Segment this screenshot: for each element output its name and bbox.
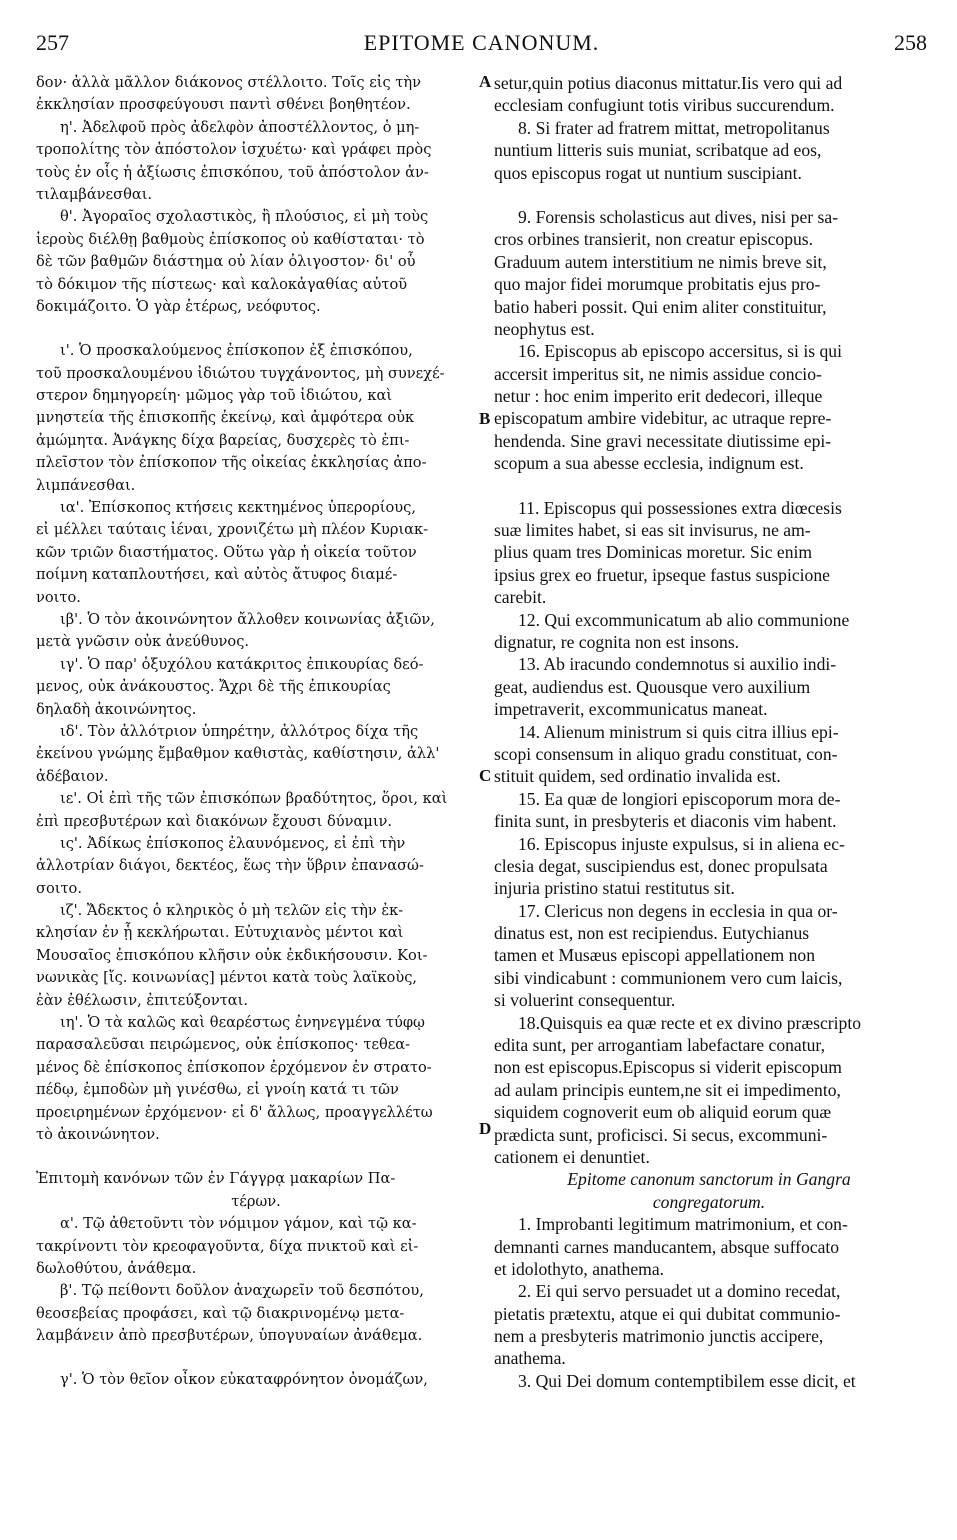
- latin-line: geat, audiendus est. Quousque vero auxilium: [494, 676, 811, 697]
- latin-line: 18.Quisquis ea quæ recte et ex divino præscripto: [518, 1012, 862, 1033]
- greek-line: ιγ'. Ὁ παρ' ὀξυχόλου κατάκριτος ἐπικουρίας δεό-: [60, 655, 424, 673]
- greek-line: ἀδέβαιον.: [36, 767, 109, 785]
- running-title: EPITOME CANONUM.: [363, 30, 600, 55]
- greek-line: μένος δὲ ἐπίσκοπος ἐπίσκοπον ἐρχόμενον ἐν στρατο-: [36, 1058, 432, 1076]
- latin-line: 3. Qui Dei domum contemptibilem esse dicit, et: [518, 1370, 856, 1391]
- latin-line: ecclesiam confugiunt totis viribus succurendum.: [494, 95, 835, 116]
- greek-line: τοῦ προσκαλουμένου ἰδιώτου τυγχάνοντος, μὴ συνεχέ-: [36, 364, 445, 382]
- latin-line: edita sunt, per arrogantiam labefactare conatur,: [494, 1035, 825, 1056]
- greek-line: νωνικὰς [ἴς. κοινωνίας] μέντοι κατὰ τοὺς λαϊκοὺς,: [36, 969, 418, 987]
- greek-line: μνηστεία τῆς ἐπισκοπῆς ἐκείνῳ, καὶ ἀμφότερα οὐκ: [36, 409, 415, 427]
- greek-line: ι'. Ὁ προσκαλούμενος ἐπίσκοπον ἐξ ἐπισκόπου,: [60, 342, 413, 360]
- greek-line: δωλοθύτου, ἀνάθεμα.: [36, 1259, 197, 1277]
- latin-line: stituit quidem, sed ordinatio invalida est.: [494, 766, 781, 787]
- greek-line: γ'. Ὁ τὸν θεῖον οἶκον εὐκαταφρόνητον ὀνομάζων,: [60, 1371, 428, 1389]
- latin-line: 16. Episcopus ab episcopo accersitus, si is qui: [518, 341, 842, 362]
- latin-line: clesia degat, suscipiendus est, donec propulsata: [494, 855, 828, 876]
- greek-line: ἱεροὺς διέλθῃ βαθμοὺς ἐπίσκοπος οὐ καθίσταται· τὸ: [36, 230, 425, 248]
- latin-line: anathema.: [494, 1348, 566, 1369]
- latin-line: demnanti carnes manducantem, absque suffocato: [494, 1236, 840, 1257]
- greek-line: ἀμώμητα. Ἀνάγκης δίχα βαρείας, δυσχερὲς τὸ ἐπι-: [36, 431, 410, 449]
- greek-line: ιβ'. Ὁ τὸν ἀκοινώνητον ἄλλοθεν κοινωνίας ἀξιῶν,: [60, 610, 435, 628]
- greek-line: ις'. Ἀδίκως ἐπίσκοπος ἐλαυνόμενος, εἰ ἐπὶ τὴν: [60, 834, 406, 852]
- greek-line: η'. Ἀδελφοῦ πρὸς ἀδελφὸν ἀποστέλλοντος, ὁ μη-: [60, 118, 420, 136]
- greek-line: ια'. Ἐπίσκοπος κτήσεις κεκτημένος ὑπερορίους,: [60, 499, 416, 517]
- greek-line: ἐπὶ πρεσβυτέρων καὶ διακόνων ἔχουσι δύναμιν.: [36, 812, 393, 830]
- greek-line: δον· ἀλλὰ μᾶλλον διάκονος στέλλοιτο. Τοῖς εἰς τὴν: [36, 74, 422, 91]
- latin-line: et idolothyto, anathema.: [494, 1258, 665, 1279]
- latin-line: cros orbines transierit, non creatur episcopus.: [494, 229, 814, 250]
- latin-line: 13. Ab iracundo condemnotus si auxilio indi-: [518, 654, 837, 675]
- latin-line: plius quam tres Dominicas moretur. Sic enim: [494, 542, 813, 563]
- latin-section-title: Epitome canonum sanctorum in Gangra: [567, 1169, 851, 1190]
- latin-line: setur,quin potius diaconus mittatur.Iis vero qui ad: [494, 73, 843, 93]
- margin-letter-d: D: [479, 1119, 492, 1138]
- latin-line: pietatis prætextu, atque ei qui dubitat communio-: [494, 1303, 841, 1324]
- greek-line: μετὰ γνῶσιν οὐκ ἀνεύθυνος.: [36, 633, 250, 651]
- greek-line: πλεῖστον τὸν ἐπίσκοπον τῆς οἰκείας ἐκκλησίας ἀπο-: [36, 454, 427, 472]
- greek-line: θεοσεβείας προφάσει, καὶ τῷ διακρινομένῳ μετα-: [36, 1304, 405, 1322]
- latin-line: siquidem cognoverit eum ob aliquid eorum quæ: [494, 1102, 832, 1123]
- greek-line: τοὺς ἐν οἷς ἡ ἀξίωσις ἐπισκόπου, τοῦ ἀπόστολον ἀν-: [36, 163, 429, 181]
- latin-line: batio haberi possit. Qui enim aliter constituitur,: [494, 296, 827, 317]
- latin-line: quos episcopus rogat ut nuntium suscipiant.: [494, 162, 802, 183]
- latin-line: 9. Forensis scholasticus aut dives, nisi per sa-: [518, 206, 839, 227]
- greek-line: πέδῳ, ἐμποδὼν μὴ γινέσθω, εἰ γνοίη κατά τι τῶν: [36, 1081, 399, 1099]
- latin-line: nem a presbyteris matrimonio junctis accipere,: [494, 1326, 824, 1347]
- greek-line: τὸ ἀκοινώνητον.: [36, 1125, 160, 1143]
- greek-line: α'. Τῷ ἀθετοῦντι τὸν νόμιμον γάμον, καὶ τῷ κα-: [60, 1215, 417, 1233]
- latin-line: dinatus est, non est recipiendus. Eutychianus: [494, 923, 810, 944]
- greek-line: τακρίνοντι τὸν κρεοφαγοῦντα, δίχα πνικτοῦ καὶ εἰ-: [36, 1237, 419, 1255]
- latin-line: suæ limites habet, si eas sit invisurus, ne am-: [494, 520, 811, 541]
- greek-line: τιλαμβάνεσθαι.: [36, 185, 153, 203]
- latin-line: episcopatum ambire videbitur, ac utraque repre-: [494, 408, 832, 429]
- latin-line: dignatur, re cognita non est insons.: [494, 631, 740, 652]
- greek-line: Μουσαῖος ἐπισκόπου κλῆσιν οὐκ ἐκδικήσουσιν. Κοι-: [36, 946, 428, 964]
- greek-line: ιη'. Ὁ τὰ καλῶς καὶ θεαρέστως ἐνηνεγμένα τύφῳ: [60, 1014, 425, 1032]
- latin-line: cationem ei denuntiet.: [494, 1146, 650, 1167]
- greek-line: παρασαλεῦσαι πειρώμενος, οὐκ ἐπίσκοπος· τεθεα-: [36, 1036, 411, 1054]
- latin-line: neophytus est.: [494, 318, 595, 339]
- greek-line: σοιτο.: [36, 879, 82, 897]
- latin-line: 11. Episcopus qui possessiones extra diœcesis: [518, 497, 842, 518]
- greek-line: λιμπάνεσθαι.: [36, 476, 136, 494]
- latin-line: accersit imperitus sit, ne nimis assidue concio-: [494, 363, 822, 384]
- latin-line: impetraverit, excommunicatus maneat.: [494, 699, 768, 720]
- latin-line: sibi vindicabunt : communionem vero cum laicis,: [494, 967, 843, 988]
- greek-line: ιδ'. Τὸν ἀλλότριον ὑπηρέτην, ἀλλότρος δίχα τῆς: [60, 722, 419, 740]
- latin-line: Graduum autem interstitium ne nimis breve sit,: [494, 251, 827, 272]
- latin-line: non est episcopus.Episcopus si viderit episcopum: [494, 1057, 842, 1078]
- greek-line: ἀλλοτρίαν διάγοι, δεκτέος, ἕως τὴν ὕβριν ἐπανασώ-: [36, 857, 424, 875]
- greek-line: δὲ τῶν βαθμῶν διάστημα οὐ λίαν ὀλιγοστον· δι' οὗ: [36, 253, 416, 271]
- margin-letter-b: B: [479, 409, 491, 428]
- greek-column: [36, 72, 476, 1392]
- greek-line: ποίμνη καταπλουτήσει, καὶ αὐτὸς ἄτυφος διαμέ-: [36, 566, 398, 584]
- greek-line: δοκιμάζοιτο. Ὁ γὰρ ἑτέρως, νεόφυτος.: [36, 297, 321, 315]
- latin-column: [494, 72, 924, 1392]
- latin-line: hendenda. Sine gravi necessitate diutissime epi-: [494, 430, 832, 451]
- page-number-left: 257: [36, 30, 69, 55]
- latin-line: nuntium litteris suis muniat, scribatque ad eos,: [494, 140, 822, 161]
- greek-line: δηλαδὴ ἀκοινώνητος.: [36, 700, 197, 718]
- greek-section-title: τέρων.: [231, 1192, 281, 1210]
- latin-line: prædicta sunt, proficisci. Si secus, excommuni-: [494, 1124, 828, 1145]
- greek-line: ιε'. Οἱ ἐπὶ τῆς τῶν ἐπισκόπων βραδύτητος, ὅροι, καὶ: [60, 790, 448, 808]
- greek-line: ιζ'. Ἄδεκτος ὁ κληρικὸς ὁ μὴ τελῶν εἰς τὴν ἐκ-: [60, 902, 404, 920]
- greek-line: νοιτο.: [36, 588, 81, 606]
- latin-line: netur : hoc enim imperito erit dedecori, illeque: [494, 386, 823, 407]
- greek-line: ἐὰν ἐθέλωσιν, ἐπιτεύξονται.: [36, 991, 248, 1009]
- latin-section-title: congregatorum.: [652, 1191, 766, 1212]
- greek-line: ἐκκλησίαν προσφεύγουσι παντὶ σθένει βοηθητέον.: [36, 96, 411, 114]
- margin-letter-a: A: [479, 72, 492, 91]
- latin-line: quo major fidei morumque probitatis ejus pro-: [494, 274, 821, 295]
- latin-line: ipsius grex eo fruetur, ipseque fastus suspicione: [494, 564, 830, 585]
- latin-line: 15. Ea quæ de longiori episcoporum mora de-: [518, 788, 841, 809]
- greek-line: προειρημένων ἐρχόμενον· εἰ δ' ἄλλως, προαγγελλέτω: [36, 1103, 433, 1121]
- latin-line: scopi consensum in aliquo gradu constituat, con-: [494, 743, 838, 764]
- greek-line: β'. Τῷ πείθοντι δοῦλον ἀναχωρεῖν τοῦ δεσπότου,: [60, 1282, 424, 1300]
- latin-line: injuria pristino statui restitutus sit.: [494, 878, 735, 899]
- greek-line: κῶν τριῶν διαστήματος. Οὕτω γὰρ ἡ οἰκεία τοῦτον: [36, 543, 417, 561]
- latin-line: si voluerint consequentur.: [494, 990, 676, 1011]
- greek-line: ἐκείνου γνώμης ἔμβαθμον καθιστὰς, καθίστησιν, ἀλλ': [36, 745, 440, 763]
- greek-line: κλησίαν ἐν ᾗ κεκλήρωται. Εὐτυχιανὸς μέντοι καὶ: [36, 924, 404, 942]
- latin-line: 8. Si frater ad fratrem mittat, metropolitanus: [518, 117, 830, 138]
- latin-line: carebit.: [494, 587, 547, 608]
- latin-line: finita sunt, in presbyteris et diaconis vim habent.: [494, 811, 837, 832]
- latin-line: 16. Episcopus injuste expulsus, si in aliena ec-: [518, 833, 845, 854]
- greek-line: λαμβάνειν ἀπὸ πρεσβυτέρων, ὑπογυναίων ἀνάθεμα.: [36, 1327, 423, 1345]
- margin-letter-c: C: [479, 766, 492, 785]
- greek-line: εἰ μέλλει ταύταις ἰέναι, χρονιζέτω μὴ πλέον Κυριακ-: [36, 521, 429, 539]
- greek-line: μενος, οὐκ ἀνάκουστος. Ἄχρι δὲ τῆς ἐπικουρίας: [36, 678, 391, 696]
- latin-line: 14. Alienum ministrum si quis citra illius epi-: [518, 721, 839, 742]
- latin-line: ad aulam principis euntem,ne sit ei impedimento,: [494, 1079, 841, 1100]
- latin-line: 12. Qui excommunicatum ab alio communione: [518, 609, 850, 630]
- greek-section-title: Ἐπιτομὴ κανόνων τῶν ἐν Γάγγρᾳ μακαρίων Πα-: [36, 1170, 396, 1188]
- page-number-right: 258: [894, 30, 927, 55]
- page-header: [36, 30, 927, 64]
- greek-line: στερον δημηγορείη· μῶμος γὰρ τοῦ ἰδιώτου, καὶ: [36, 387, 393, 405]
- greek-line: θ'. Ἀγοραῖος σχολαστικὸς, ἢ πλούσιος, εἰ μὴ τοὺς: [60, 208, 429, 226]
- latin-line: tamen et Musæus episcopi appellationem non: [494, 945, 816, 966]
- latin-line: 1. Improbanti legitimum matrimonium, et con-: [518, 1214, 848, 1235]
- latin-line: scopum a sua abesse ecclesia, indignum est.: [494, 453, 804, 474]
- latin-line: 2. Ei qui servo persuadet ut a domino recedat,: [518, 1281, 841, 1302]
- greek-line: τροπολίτης τὸν ἀπόστολον ἰσχυέτω· καὶ γράφει πρὸς: [36, 141, 432, 159]
- latin-line: 17. Clericus non degens in ecclesia in qua or-: [518, 900, 838, 921]
- greek-line: τὸ δόκιμον τῆς πίστεως· καὶ καλοκἀγαθίας αὐτοῦ: [36, 275, 408, 293]
